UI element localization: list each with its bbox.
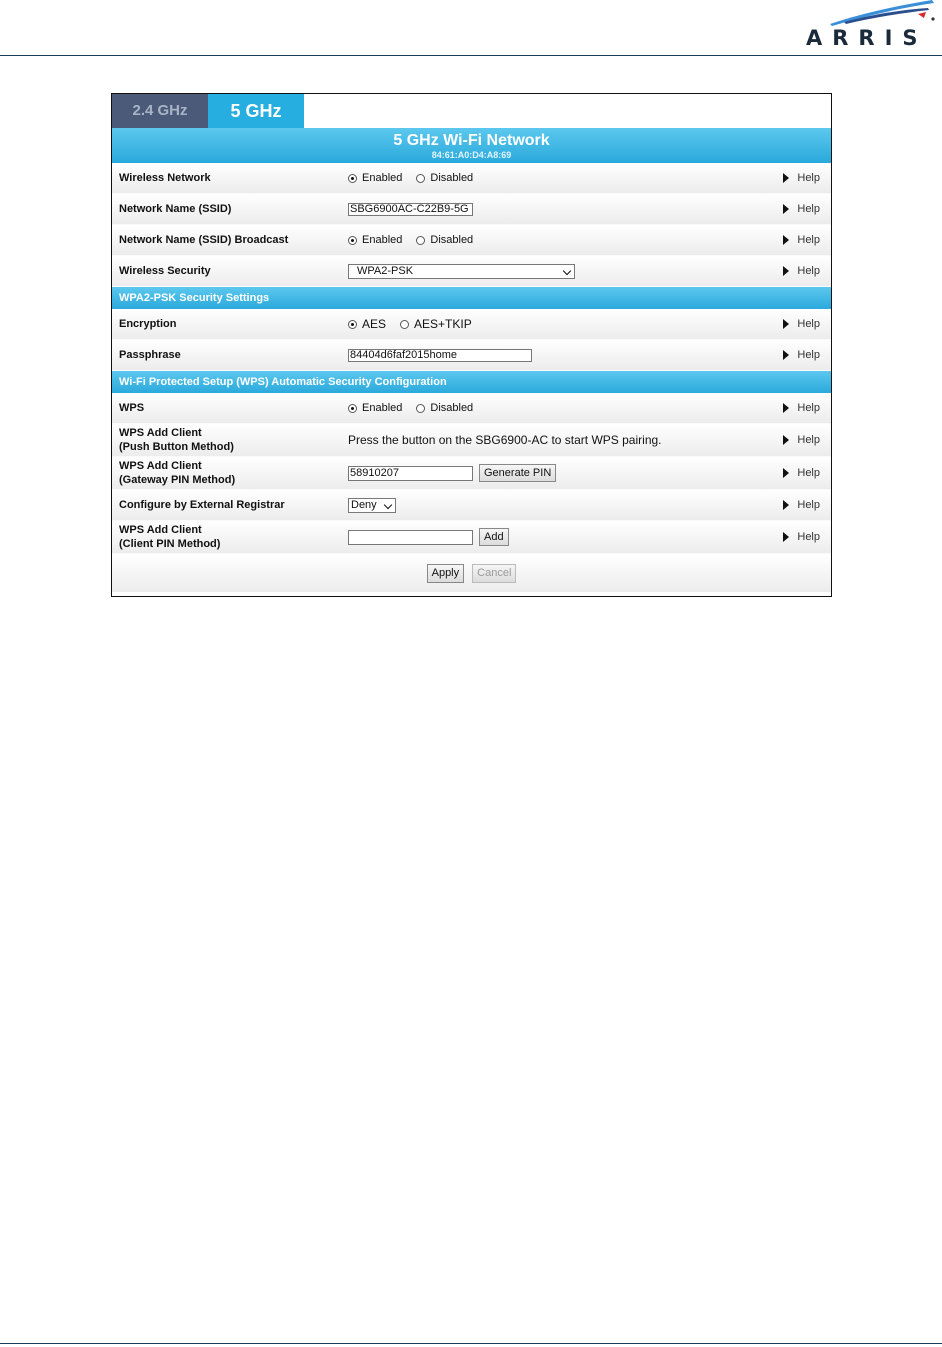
radio-checked-icon (348, 404, 357, 413)
ssid-input[interactable] (348, 203, 473, 216)
help-label: Help (797, 402, 820, 414)
passphrase-input[interactable] (348, 349, 532, 362)
radio-checked-icon (348, 174, 357, 183)
triangle-right-icon (783, 235, 789, 245)
radio-label: AES+TKIP (414, 317, 472, 331)
help-label: Help (797, 203, 820, 215)
triangle-right-icon (783, 500, 789, 510)
wireless-security-select[interactable] (348, 264, 575, 279)
row-wps-push-button (112, 424, 831, 457)
help-link[interactable] (783, 457, 820, 489)
chevron-down-icon (563, 266, 571, 274)
radio-label: AES (362, 317, 387, 331)
help-link[interactable] (783, 256, 820, 286)
row-wps-gateway-pin (112, 457, 831, 490)
passphrase-label: Passphrase (119, 349, 181, 361)
radio-label: Enabled (362, 234, 403, 246)
label-line: (Client PIN Method) (119, 538, 221, 550)
triangle-right-icon (783, 403, 789, 413)
panel-footer (112, 592, 831, 597)
triangle-right-icon (783, 435, 789, 445)
help-link[interactable] (783, 194, 820, 224)
wifi-settings-panel (111, 93, 832, 597)
select-value: Deny (351, 499, 377, 511)
ssid-label: Network Name (SSID) (119, 203, 232, 215)
help-link[interactable] (783, 163, 820, 193)
label-line: (Gateway PIN Method) (119, 474, 236, 486)
apply-button[interactable]: Apply (427, 564, 465, 583)
header-rule (0, 55, 942, 56)
help-label: Help (797, 499, 820, 511)
help-label: Help (797, 172, 820, 184)
radio-label: Disabled (430, 402, 474, 414)
mac-address: 84:61:A0:D4:A8:69 (431, 150, 512, 160)
add-client-button[interactable]: Add (479, 528, 509, 546)
brand-name: ARRIS (806, 26, 928, 50)
wireless-network-disabled-radio[interactable] (416, 172, 473, 184)
wps-disabled-radio[interactable] (416, 402, 473, 414)
wps-label: WPS (119, 402, 145, 414)
wireless-network-label: Wireless Network (119, 172, 211, 184)
encryption-aes-radio[interactable] (348, 317, 386, 331)
help-label: Help (797, 467, 820, 479)
section-wps: Wi-Fi Protected Setup (WPS) Automatic Security Configuration (112, 371, 831, 393)
triangle-right-icon (783, 266, 789, 276)
help-link[interactable] (783, 393, 820, 423)
encryption-label: Encryption (119, 318, 177, 330)
radio-label: Disabled (430, 234, 474, 246)
triangle-right-icon (783, 532, 789, 542)
row-ssid-broadcast (112, 225, 831, 256)
help-link[interactable] (783, 309, 820, 339)
label-line: (Push Button Method) (119, 441, 234, 453)
network-title: 5 GHz Wi-Fi Network (393, 132, 550, 149)
help-label: Help (797, 434, 820, 446)
wps-gateway-pin-label (119, 457, 235, 489)
wps-push-label (119, 424, 234, 456)
encryption-aes-tkip-radio[interactable] (400, 317, 472, 331)
radio-unchecked-icon (416, 404, 425, 413)
tab-2-4-ghz[interactable]: 2.4 GHz (112, 94, 208, 128)
wps-client-pin-label (119, 521, 220, 553)
gateway-pin-input[interactable] (348, 466, 473, 481)
row-external-registrar (112, 490, 831, 521)
ssid-broadcast-enabled-radio[interactable] (348, 234, 402, 246)
footer-rule (0, 1343, 942, 1344)
external-registrar-label: Configure by External Registrar (119, 499, 285, 511)
wps-enabled-radio[interactable] (348, 402, 402, 414)
radio-checked-icon (348, 320, 357, 329)
triangle-right-icon (783, 204, 789, 214)
radio-label: Enabled (362, 402, 403, 414)
triangle-right-icon (783, 173, 789, 183)
wireless-network-enabled-radio[interactable] (348, 172, 402, 184)
help-link[interactable] (783, 521, 820, 553)
row-passphrase (112, 340, 831, 371)
chevron-down-icon (384, 500, 392, 508)
select-value: WPA2-PSK (357, 265, 414, 277)
help-link[interactable] (783, 340, 820, 370)
ssid-broadcast-label: Network Name (SSID) Broadcast (119, 234, 289, 246)
help-link[interactable] (783, 424, 820, 456)
label-line: WPS Add Client (119, 524, 202, 536)
triangle-right-icon (783, 319, 789, 329)
label-line: WPS Add Client (119, 427, 202, 439)
radio-unchecked-icon (416, 236, 425, 245)
row-wireless-network (112, 163, 831, 194)
wps-push-instructions: Press the button on the SBG6900-AC to start WPS pairing. (348, 433, 662, 447)
form-actions (112, 554, 831, 592)
tab-5-ghz[interactable]: 5 GHz (208, 94, 304, 128)
label-line: WPS Add Client (119, 460, 202, 472)
row-encryption (112, 309, 831, 340)
help-link[interactable] (783, 490, 820, 520)
radio-label: Disabled (430, 172, 474, 184)
generate-pin-button[interactable]: Generate PIN (479, 464, 556, 482)
radio-checked-icon (348, 236, 357, 245)
help-label: Help (797, 531, 820, 543)
help-label: Help (797, 349, 820, 361)
triangle-right-icon (783, 468, 789, 478)
help-label: Help (797, 234, 820, 246)
help-label: Help (797, 318, 820, 330)
help-label: Help (797, 265, 820, 277)
cancel-button[interactable]: Cancel (472, 564, 516, 583)
band-tabs (112, 94, 831, 128)
wireless-security-label: Wireless Security (119, 265, 211, 277)
radio-unchecked-icon (400, 320, 409, 329)
client-pin-input[interactable] (348, 530, 473, 545)
row-wps-client-pin (112, 521, 831, 554)
external-registrar-select[interactable] (348, 498, 396, 513)
row-wireless-security (112, 256, 831, 287)
row-wps (112, 393, 831, 424)
row-ssid (112, 194, 831, 225)
section-wpa2-psk: WPA2-PSK Security Settings (112, 287, 831, 309)
network-header (112, 128, 831, 163)
help-link[interactable] (783, 225, 820, 255)
radio-label: Enabled (362, 172, 403, 184)
triangle-right-icon (783, 350, 789, 360)
ssid-broadcast-disabled-radio[interactable] (416, 234, 473, 246)
radio-unchecked-icon (416, 174, 425, 183)
